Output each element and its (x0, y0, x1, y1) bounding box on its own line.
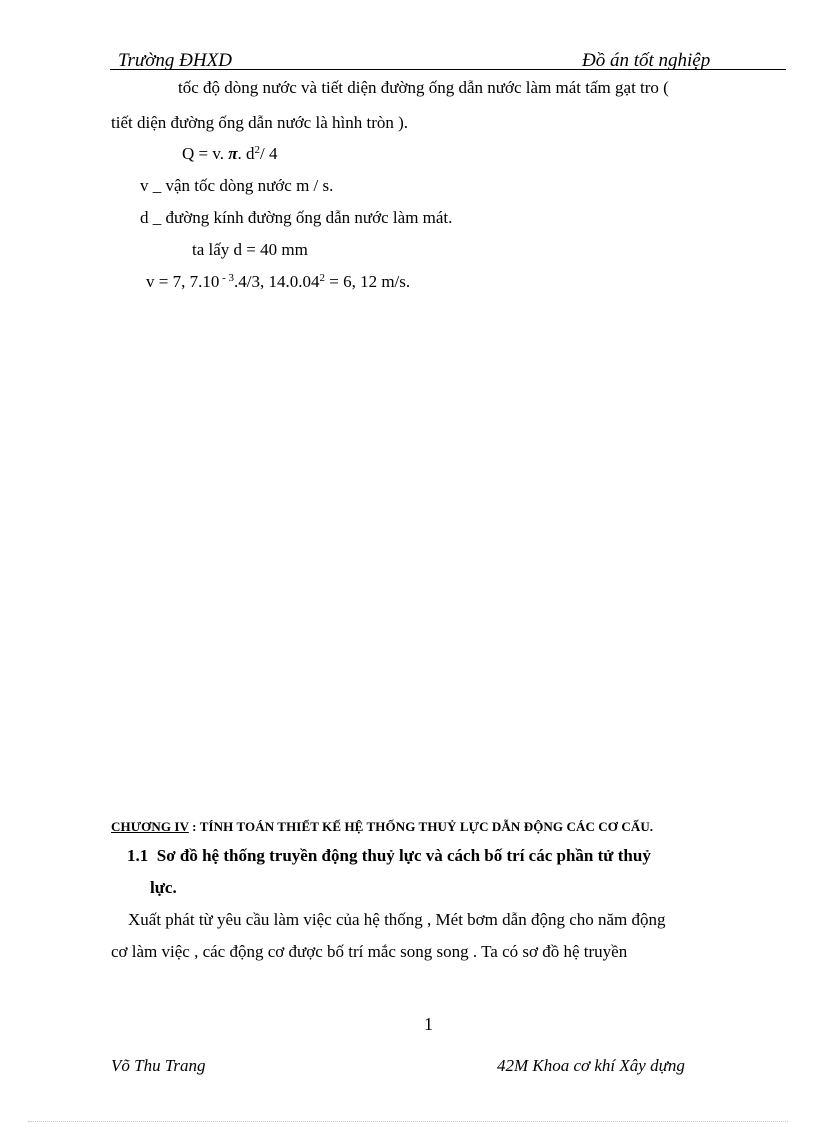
formula-q-post: / 4 (260, 144, 278, 163)
formula-q-exponent: 2 (254, 144, 261, 156)
calc-v-exponent-1: - 3 (219, 272, 235, 284)
section-number: 1.1 (127, 846, 149, 865)
header-school: Trường ĐHXD (118, 50, 232, 71)
chapter-label: CHƯƠNG IV (111, 819, 189, 834)
chapter-heading (111, 819, 653, 835)
body-line-1: tốc độ dòng nước và tiết diện đường ống dẫn nước làm mát tấm gạt tro ( (178, 78, 669, 97)
page-bottom-border (28, 1121, 788, 1122)
calc-v-part-1: v = 7, 7.10 (146, 272, 220, 291)
calc-v-exponent-2: 2 (319, 272, 325, 284)
choose-d: ta lấy d = 40 mm (192, 240, 308, 259)
definition-d: d _ đường kính đường ống dẫn nước làm mát. (140, 208, 453, 227)
calc-v (146, 272, 410, 292)
definition-v: v _ vận tốc dòng nước m / s. (140, 176, 334, 195)
section-heading (127, 846, 651, 866)
calc-v-part-3: = 6, 12 m/s. (325, 272, 411, 291)
section-title-line-1: Sơ đồ hệ thống truyền động thuỷ lực và cách bố trí các phần tử thuỷ (156, 846, 651, 865)
paragraph-line-1: Xuất phát từ yêu cầu làm việc của hệ thống , Mét bơm dẫn động cho năm động (128, 910, 666, 929)
formula-q-pre: Q = v. (182, 144, 225, 163)
footer-class: 42M Khoa cơ khí Xây dựng (497, 1056, 685, 1075)
chapter-title: : TÍNH TOÁN THIẾT KẾ HỆ THỐNG THUỶ LỰC DẪN ĐỘNG CÁC CƠ CẤU. (188, 819, 654, 834)
header-project: Đồ án tốt nghiệp (582, 50, 711, 71)
formula-q (182, 144, 278, 164)
calc-v-part-2: .4/3, 14.0.04 (234, 272, 320, 291)
header-rule (110, 69, 786, 70)
page-number: 1 (424, 1014, 433, 1034)
paragraph-line-2: cơ làm việc , các động cơ được bố trí mắc song song . Ta có sơ đồ hệ truyền (111, 942, 628, 961)
footer-author: Võ Thu Trang (111, 1056, 206, 1075)
section-title-line-2: lực. (150, 878, 177, 897)
pi-symbol: π (228, 144, 238, 163)
body-line-2: tiết diện đường ống dẫn nước là hình tròn ). (111, 113, 409, 132)
formula-q-mid: . d (237, 144, 255, 163)
